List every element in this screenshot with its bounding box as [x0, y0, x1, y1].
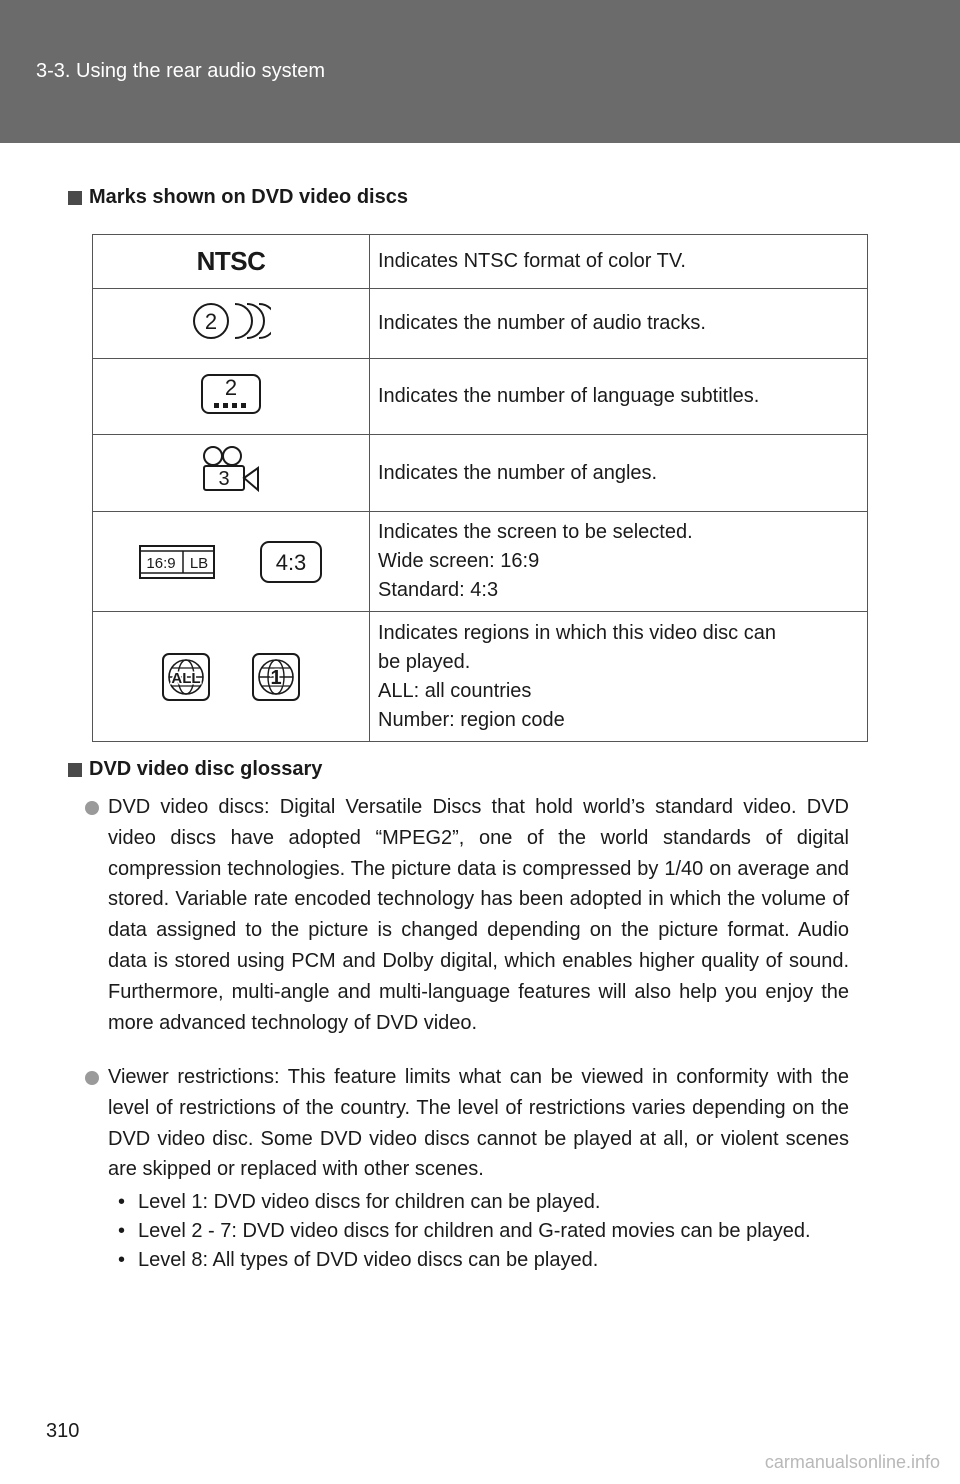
- list-dot: •: [118, 1220, 126, 1242]
- standard-ratio-label: 4:3: [275, 549, 307, 575]
- subtitles-count: 2: [224, 374, 238, 400]
- list-dot: •: [118, 1249, 126, 1271]
- description-cell: [370, 512, 868, 612]
- ntsc-logo: NTSC: [196, 246, 266, 276]
- description-cell: [370, 612, 868, 742]
- glossary-heading-text: DVD video disc glossary: [89, 758, 323, 780]
- list-item: [114, 1217, 849, 1246]
- description-line: Number: region code: [378, 708, 565, 731]
- table-row: [93, 435, 868, 512]
- icon-cell: [93, 289, 370, 359]
- marks-heading-text: Marks shown on DVD video discs: [89, 186, 408, 208]
- glossary-paragraph-restrictions: [85, 1062, 849, 1185]
- description-line: ALL: all countries: [378, 679, 532, 702]
- glossary-bullet-item: [85, 792, 849, 1038]
- description-line: Indicates the number of audio tracks.: [378, 312, 706, 334]
- page-number: 310: [46, 1420, 80, 1442]
- region-all-globe-icon: [161, 652, 211, 702]
- list-item-text: Level 8: All types of DVD video discs can be played.: [138, 1249, 599, 1271]
- table-row: [93, 612, 868, 742]
- description-cell: [370, 435, 868, 512]
- region-all-label: ALL: [171, 669, 201, 687]
- description-cell: [370, 359, 868, 435]
- description-line: be played.: [378, 650, 471, 673]
- description-cell: [370, 289, 868, 359]
- description-line: Standard: 4:3: [378, 579, 499, 601]
- marks-table: [92, 234, 868, 742]
- bullet-dot-icon: [85, 801, 99, 815]
- paragraph-text: DVD video discs: Digital Versatile Discs that hold world’s standard video. DVD video discs have adopted “MPEG2”, one of the world standards of digital compression technologies. The picture data is compressed by 1/40 on average and stored. Variable rate encoded technology has been adopted in which the volume of data assigned to the picture is changed depending on the picture format. Audio data is stored using PCM and Dolby digital, which enables higher quality of sound. Furthermore, multi-angle and multi-language features will also help you enjoy the more advanced technology of DVD video.: [108, 796, 849, 1034]
- table-row: [93, 289, 868, 359]
- icon-cell: [93, 612, 370, 742]
- widescreen-ratio-label: 16:9: [146, 554, 176, 572]
- region-1-globe-icon: [251, 652, 301, 702]
- paragraph-text: Viewer restrictions: This feature limits what can be viewed in conformity with the level of restrictions of the country. The level of restrictions varies depending on the DVD video disc. Some DVD video discs cannot be played at all, or violent scenes are skipped or replaced with other scenes.: [108, 1066, 849, 1181]
- list-item-text: Level 2 - 7: DVD video discs for children and G-rated movies can be played.: [138, 1220, 811, 1242]
- description-line: Indicates the number of language subtitles.: [378, 385, 760, 407]
- watermark-text: carmanualsonline.info: [764, 1452, 940, 1472]
- glossary-paragraph-dvd: [85, 792, 849, 1038]
- heading-square-bullet: [68, 763, 82, 777]
- description-line: Wide screen: 16:9: [378, 550, 540, 572]
- table-row: [93, 512, 868, 612]
- table-row: [93, 359, 868, 435]
- list-item: [114, 1188, 849, 1217]
- screen-format-icons: [94, 539, 368, 585]
- region-code-label: 1: [270, 666, 282, 689]
- description-line: Indicates the screen to be selected.: [378, 521, 693, 543]
- icon-cell: [93, 512, 370, 612]
- description-line: Indicates the number of angles.: [378, 461, 658, 484]
- camera-angles-icon: [200, 445, 262, 495]
- glossary-section-heading: [68, 758, 322, 781]
- standard-screen-icon: [259, 539, 323, 585]
- marks-section-heading: [68, 186, 408, 209]
- widescreen-icon: [139, 545, 215, 579]
- list-dot: •: [118, 1191, 126, 1213]
- region-globe-icons: [94, 652, 368, 702]
- audio-tracks-count: 2: [204, 308, 218, 334]
- angles-count: 3: [218, 468, 230, 490]
- glossary-bullet-item: [85, 1062, 849, 1185]
- subtitles-icon: [199, 371, 263, 417]
- icon-cell: [93, 235, 370, 289]
- header-title: 3-3. Using the rear audio system: [36, 60, 326, 82]
- audio-tracks-icon: [191, 299, 271, 343]
- list-item: [114, 1246, 849, 1275]
- list-item-text: Level 1: DVD video discs for children can be played.: [138, 1191, 601, 1213]
- description-line: Indicates regions in which this video disc can: [378, 621, 776, 644]
- description-line: Indicates NTSC format of color TV.: [378, 250, 686, 272]
- icon-cell: [93, 435, 370, 512]
- description-cell: [370, 235, 868, 289]
- page-header: [0, 0, 960, 143]
- letterbox-label: LB: [189, 554, 209, 572]
- heading-square-bullet: [68, 191, 82, 205]
- restriction-levels-list: [114, 1188, 849, 1275]
- table-row: [93, 235, 868, 289]
- icon-cell: [93, 359, 370, 435]
- bullet-dot-icon: [85, 1071, 99, 1085]
